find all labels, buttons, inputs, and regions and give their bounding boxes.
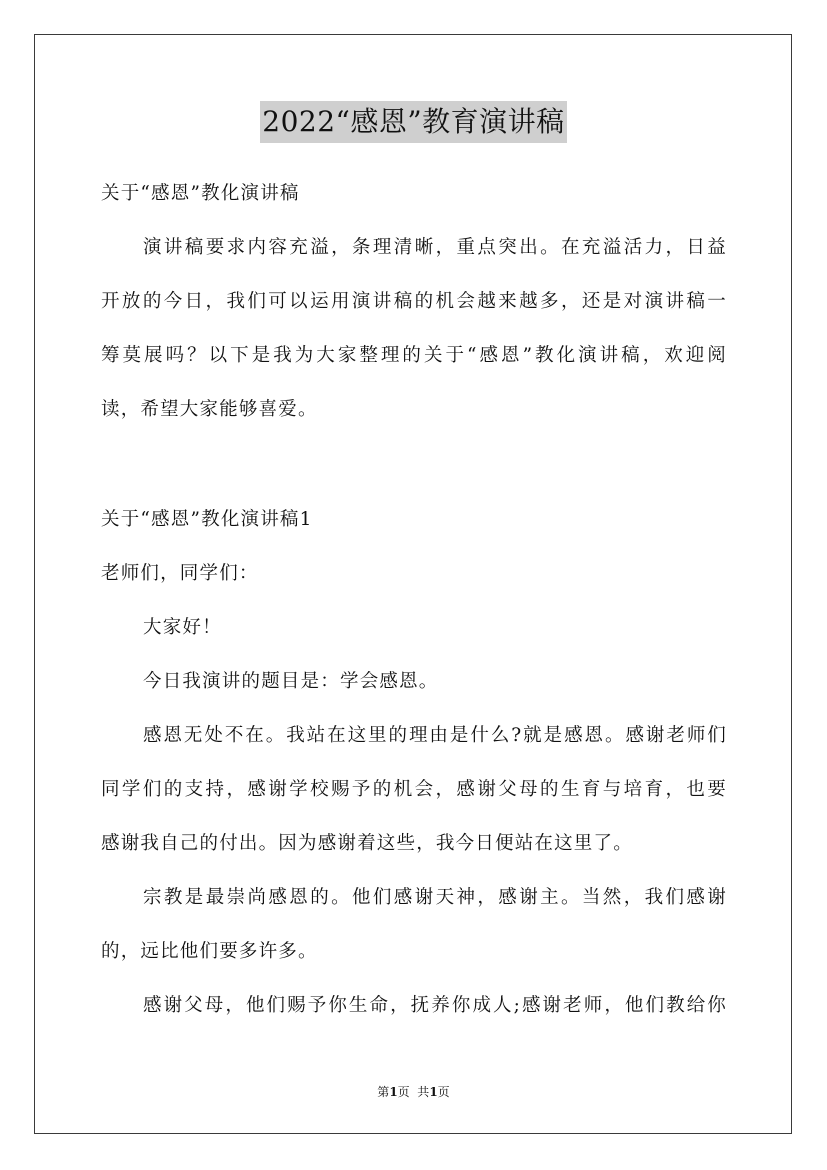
paragraph-line: 同学们的支持，感谢学校赐予的机会，感谢父母的生育与培育，也要 <box>101 779 727 800</box>
paragraph-line: 今日我演讲的题目是：学会感恩。 <box>143 671 439 692</box>
speech-heading: 关于“感恩”教化演讲稿1 <box>101 509 313 530</box>
paragraph-line: 感谢父母，他们赐予你生命，抚养你成人;感谢老师，他们教给你 <box>143 995 727 1016</box>
document-title: 2022“感恩”教育演讲稿 <box>260 101 566 143</box>
footer-suffix: 页 <box>437 1085 450 1099</box>
page-footer <box>0 1083 827 1101</box>
salutation: 老师们，同学们： <box>101 563 259 584</box>
paragraph-line: 宗教是最崇尚感恩的。他们感谢天神，感谢主。当然，我们感谢 <box>143 887 727 908</box>
footer-prefix: 第 <box>377 1085 390 1099</box>
paragraph-line: 开放的今日，我们可以运用演讲稿的机会越来越多，还是对演讲稿一 <box>101 291 727 312</box>
paragraph-line: 演讲稿要求内容充溢，条理清晰，重点突出。在充溢活力，日益 <box>143 237 727 258</box>
title-container <box>0 101 827 143</box>
footer-total-pages: 1 <box>429 1085 438 1099</box>
footer-page-number: 1 <box>389 1085 398 1099</box>
paragraph-line: 感恩无处不在。我站在这里的理由是什么?就是感恩。感谢老师们 <box>143 725 727 746</box>
greeting: 大家好！ <box>143 617 222 638</box>
paragraph-line: 的，远比他们要多许多。 <box>101 941 318 962</box>
footer-mid: 页 共 <box>397 1085 430 1099</box>
paragraph-line: 读，希望大家能够喜爱。 <box>101 399 318 420</box>
section-heading: 关于“感恩”教化演讲稿 <box>101 183 300 204</box>
paragraph-line: 感谢我自己的付出。因为感谢着这些，我今日便站在这里了。 <box>101 833 633 854</box>
paragraph-line: 筹莫展吗？以下是我为大家整理的关于“感恩”教化演讲稿，欢迎阅 <box>101 345 727 366</box>
